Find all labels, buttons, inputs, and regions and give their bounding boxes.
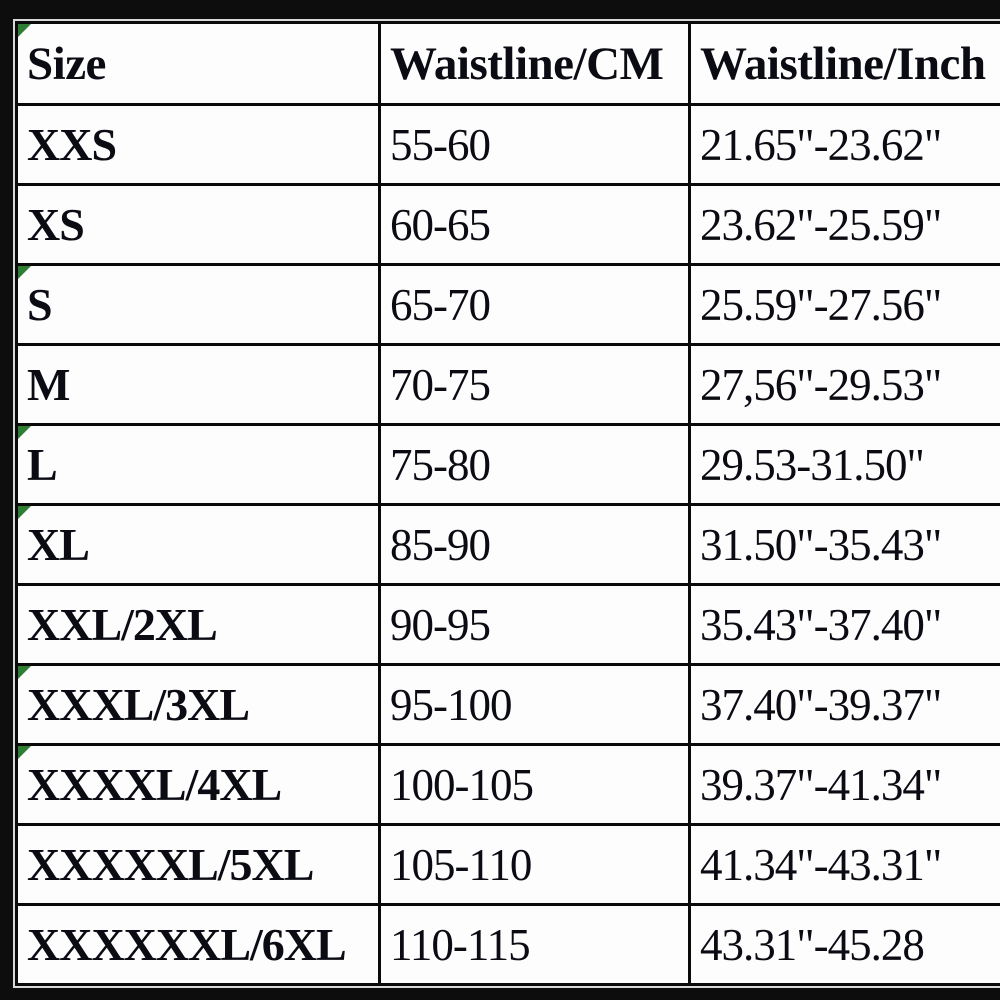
cell-flag-icon [18, 666, 31, 679]
inch-cell-label: 35.43"-37.40" [700, 599, 942, 650]
size-cell [17, 905, 380, 985]
table-row [17, 585, 1000, 665]
inch-cell-label: 41.34"-43.31" [700, 839, 942, 890]
size-cell-label: S [27, 279, 52, 330]
cm-cell [380, 585, 690, 665]
size-cell-label: XS [27, 199, 84, 250]
table-row [17, 265, 1000, 345]
table-row [17, 425, 1000, 505]
cm-cell [380, 345, 690, 425]
cm-cell-label: 110-115 [390, 919, 530, 970]
inch-cell-label: 23.62"-25.59" [700, 199, 942, 250]
inch-cell [690, 905, 1000, 985]
header-cell-waistline-inch [690, 23, 1000, 105]
size-cell [17, 665, 380, 745]
size-cell-label: L [27, 439, 57, 490]
cm-cell [380, 185, 690, 265]
size-cell-label: XXXXXL/5XL [27, 839, 314, 890]
table-row [17, 345, 1000, 425]
cm-cell-label: 85-90 [390, 519, 490, 570]
cm-cell [380, 105, 690, 185]
size-cell [17, 265, 380, 345]
size-cell [17, 425, 380, 505]
cm-cell-label: 55-60 [390, 119, 490, 170]
cm-cell [380, 505, 690, 585]
inch-cell [690, 185, 1000, 265]
inch-cell-label: 27,56"-29.53" [700, 359, 942, 410]
cm-cell [380, 745, 690, 825]
cm-cell [380, 665, 690, 745]
cm-cell [380, 265, 690, 345]
inch-cell [690, 265, 1000, 345]
header-cell-waistline-cm [380, 23, 690, 105]
cm-cell-label: 95-100 [390, 679, 512, 730]
inch-cell [690, 425, 1000, 505]
inch-cell-label: 37.40"-39.37" [700, 679, 942, 730]
inch-cell [690, 105, 1000, 185]
size-cell [17, 345, 380, 425]
size-cell-label: M [27, 359, 70, 410]
inch-cell-label: 21.65"-23.62" [700, 119, 942, 170]
cm-cell-label: 65-70 [390, 279, 490, 330]
header-row [17, 23, 1000, 105]
cm-cell-label: 100-105 [390, 759, 533, 810]
cell-flag-icon [18, 426, 31, 439]
size-cell [17, 745, 380, 825]
table-body [17, 105, 1000, 985]
size-cell [17, 185, 380, 265]
header-label-waistline-cm: Waistline/CM [390, 37, 664, 90]
cell-flag-icon [18, 266, 31, 279]
size-cell-label: XXS [27, 119, 117, 170]
inch-cell [690, 505, 1000, 585]
inch-cell [690, 585, 1000, 665]
table-row [17, 185, 1000, 265]
cm-cell-label: 60-65 [390, 199, 490, 250]
cm-cell-label: 70-75 [390, 359, 490, 410]
cm-cell-label: 75-80 [390, 439, 490, 490]
inch-cell-label: 43.31"-45.28 [700, 919, 924, 970]
table-row [17, 105, 1000, 185]
inch-cell-label: 29.53-31.50" [700, 439, 924, 490]
cm-cell-label: 105-110 [390, 839, 532, 890]
cm-cell [380, 825, 690, 905]
inch-cell-label: 39.37"-41.34" [700, 759, 942, 810]
size-cell [17, 505, 380, 585]
header-label-waistline-inch: Waistline/Inch [700, 37, 986, 90]
size-chart-table [15, 21, 1000, 986]
table-row [17, 505, 1000, 585]
cm-cell [380, 425, 690, 505]
table-row [17, 825, 1000, 905]
cell-flag-icon [18, 506, 31, 519]
size-cell-label: XL [27, 519, 89, 570]
size-cell-label: XXXL/3XL [27, 679, 250, 730]
inch-cell-label: 31.50"-35.43" [700, 519, 942, 570]
cell-flag-icon [18, 24, 31, 37]
inch-cell [690, 825, 1000, 905]
size-cell-label: XXXXXXL/6XL [27, 919, 346, 970]
size-cell [17, 105, 380, 185]
inch-cell [690, 345, 1000, 425]
size-cell-label: XXXXL/4XL [27, 759, 282, 810]
header-label-size: Size [27, 37, 106, 90]
inch-cell [690, 665, 1000, 745]
size-cell [17, 585, 380, 665]
inch-cell [690, 745, 1000, 825]
table-row [17, 905, 1000, 985]
size-cell-label: XXL/2XL [27, 599, 217, 650]
inch-cell-label: 25.59"-27.56" [700, 279, 942, 330]
table-row [17, 665, 1000, 745]
table-row [17, 745, 1000, 825]
cm-cell [380, 905, 690, 985]
header-cell-size [17, 23, 380, 105]
cm-cell-label: 90-95 [390, 599, 490, 650]
cell-flag-icon [18, 746, 31, 759]
size-cell [17, 825, 380, 905]
